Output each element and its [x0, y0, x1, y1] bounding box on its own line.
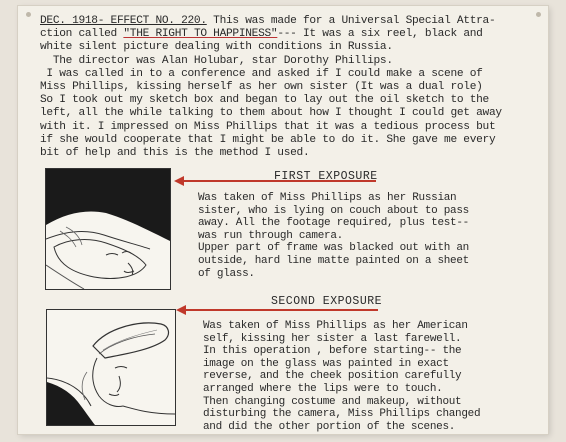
first-exposure-sketch — [45, 168, 171, 290]
arrow-second — [178, 309, 378, 311]
second-exposure-text: Was taken of Miss Phillips as her American self, kissing her sister a last farewell. In this operation , before starting-- the image on the glass was painted in exact reverse, and the cheek position carefully arranged where the lips were to touch. Then changing costume and makeup, without disturbing the camera, Miss Phillips changed and did the other portion of the scenes. — [203, 320, 481, 433]
intro-line: with it. I impressed on Miss Phillips that it was a tedious process but — [40, 120, 496, 133]
intro-line: The director was Alan Holubar, star Dorothy Phillips. — [40, 54, 393, 67]
intro-line: So I took out my sketch box and began to lay out the oil sketch to the — [40, 94, 489, 107]
document-page — [18, 6, 548, 434]
date-label: DEC. 1918- EFFECT NO. 220. — [40, 15, 207, 27]
first-exposure-text: Was taken of Miss Phillips as her Russian sister, who is lying on couch about to pass away. All the footage required, plus test-- was run through camera. Upper part of frame was blacked out with an outside, hard line matte painted on a sheet of glass. — [198, 192, 469, 280]
second-exposure-sketch — [46, 309, 176, 426]
intro-paragraph: DEC. 1918- EFFECT NO. 220. This was made for a Universal Special Attra- ction called "THE RIGHT TO HAPPINESS"--- It was a six reel, black and white silent picture dealing with conditions in Russia. The director was Alan Holubar, star Dorothy Phillips. I was called in to a conference and asked if I could make a scene of Miss Phillips, kissing herself as her own sister (It was a dual role) So I took out my sketch box and began to lay out the oil sketch to the left, all the while talking to them about how I thought I could get away with it. I impressed on Miss Phillips that it was a tedious process but if she would cooperate that I might be able to do it. She gave me every bit of help and this is the method I used. — [40, 15, 540, 160]
intro-line: left, all the while talking to them about how I thought I could get away — [40, 107, 502, 120]
film-title: "THE RIGHT TO HAPPINESS" — [123, 28, 278, 41]
intro-line: Miss Phillips, kissing herself as her own sister (It was a dual role) — [40, 81, 483, 94]
pin-mark — [26, 12, 31, 17]
first-exposure-heading: FIRST EXPOSURE — [274, 170, 378, 183]
intro-line: I was called in to a conference and asked if I could make a scene of — [40, 67, 483, 80]
intro-line: if she would cooperate that I might be able to do it. She gave me every — [40, 133, 496, 146]
intro-line: bit of help and this is the method I used. — [40, 147, 310, 160]
intro-line: white silent picture dealing with conditions in Russia. — [40, 41, 393, 54]
second-exposure-heading: SECOND EXPOSURE — [271, 295, 383, 308]
